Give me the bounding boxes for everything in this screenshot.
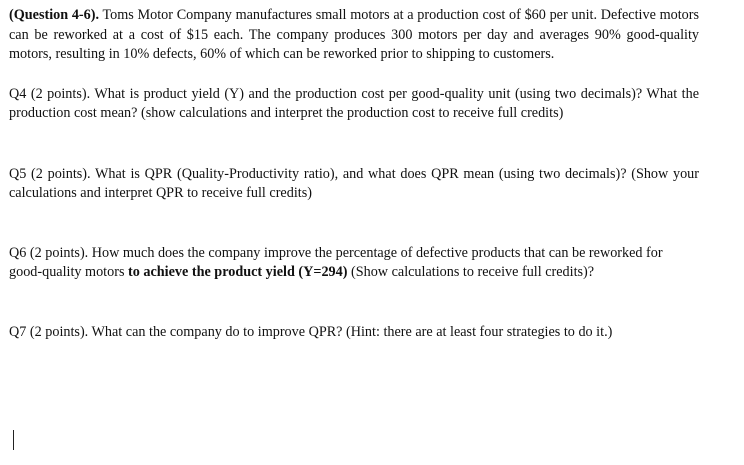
text-cursor[interactable] bbox=[13, 430, 14, 450]
document-body bbox=[9, 6, 699, 342]
question-4: Q4 (2 points). What is product yield (Y) and the production cost per good-quality unit (using two decimals)? What the production cost mean? (show calculations and interpret the production cost to receive full credits) bbox=[9, 85, 699, 121]
intro-heading: (Question 4-6). bbox=[9, 7, 100, 23]
intro-text: Toms Motor Company manufactures small motors at a production cost of $60 per unit. Defective motors can be reworked at a cost of $15 each. The company produces 300 motors per day and averages 90% good-quality motors, resulting in 10% defects, 60% of which can be reworked prior to shipping to customers. bbox=[9, 7, 699, 62]
question-6-text: Q6 (2 points). How much does the company improve the percentage of defective products that can be reworked for good-quality motors bbox=[9, 244, 663, 280]
question-6 bbox=[9, 244, 699, 283]
intro-paragraph bbox=[9, 6, 699, 65]
question-7: Q7 (2 points). What can the company do to improve QPR? (Hint: there are at least four strategies to do it.) bbox=[9, 323, 613, 340]
question-6-emphasis: to achieve the product yield (Y=294) bbox=[128, 264, 348, 280]
question-5: Q5 (2 points). What is QPR (Quality-Productivity ratio), and what does QPR mean (using two decimals)? (Show your calculations and interpret QPR to receive full credits) bbox=[9, 165, 699, 201]
question-6-tail: (Show calculations to receive full credits)? bbox=[347, 264, 595, 280]
